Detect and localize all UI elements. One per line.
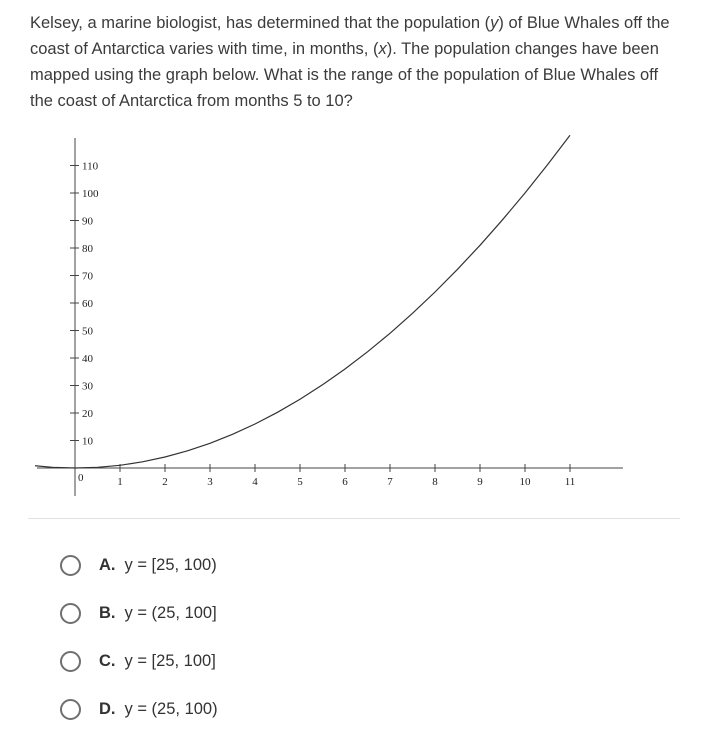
option-value: y = [25, 100)	[124, 555, 217, 574]
option-row-d[interactable]	[60, 697, 708, 721]
option-letter: A.	[99, 555, 116, 574]
option-letter: C.	[99, 651, 116, 670]
svg-text:50: 50	[82, 325, 93, 338]
svg-text:40: 40	[82, 353, 93, 365]
question-text: Kelsey, a marine biologist, has determined that the population (y) of Blue Whales off the coast of Antarctica varies with time, in months, (x). The population changes have been mapped using the graph below. What is the range of the population of Blue Whales off the coast of Antarctica from months 5 to 10?	[30, 14, 670, 110]
svg-text:3: 3	[207, 476, 213, 488]
option-letter: D.	[99, 699, 116, 718]
svg-text:80: 80	[82, 243, 93, 255]
svg-text:100: 100	[82, 188, 99, 200]
svg-text:9: 9	[477, 476, 483, 488]
svg-text:1: 1	[117, 476, 123, 488]
divider	[28, 518, 680, 519]
svg-text:0: 0	[78, 472, 84, 484]
svg-text:2: 2	[162, 476, 168, 488]
svg-text:5: 5	[297, 476, 303, 488]
svg-text:10: 10	[519, 476, 531, 488]
option-letter: B.	[99, 603, 116, 622]
option-row-a[interactable]	[60, 553, 708, 577]
svg-text:60: 60	[82, 298, 93, 310]
radio-button-a[interactable]	[60, 555, 81, 576]
option-row-c[interactable]	[60, 649, 708, 673]
svg-text:7: 7	[387, 476, 393, 488]
population-chart-svg	[35, 134, 627, 506]
svg-text:20: 20	[82, 408, 93, 420]
radio-button-c[interactable]	[60, 651, 81, 672]
svg-text:70: 70	[82, 270, 93, 283]
svg-text:6: 6	[342, 476, 348, 488]
radio-button-b[interactable]	[60, 603, 81, 624]
option-value: y = [25, 100]	[124, 651, 216, 670]
svg-text:90: 90	[82, 215, 93, 228]
svg-text:30: 30	[82, 380, 93, 393]
svg-text:11: 11	[564, 476, 576, 488]
svg-text:8: 8	[432, 476, 438, 488]
population-graph	[35, 134, 627, 506]
option-value: y = (25, 100]	[124, 603, 217, 622]
option-row-b[interactable]	[60, 601, 708, 625]
svg-text:4: 4	[252, 476, 258, 488]
answer-options	[60, 553, 708, 721]
svg-text:10: 10	[82, 435, 93, 448]
option-value: y = (25, 100)	[124, 699, 218, 718]
question-page	[0, 10, 708, 721]
svg-text:110: 110	[82, 160, 99, 173]
radio-button-d[interactable]	[60, 699, 81, 720]
